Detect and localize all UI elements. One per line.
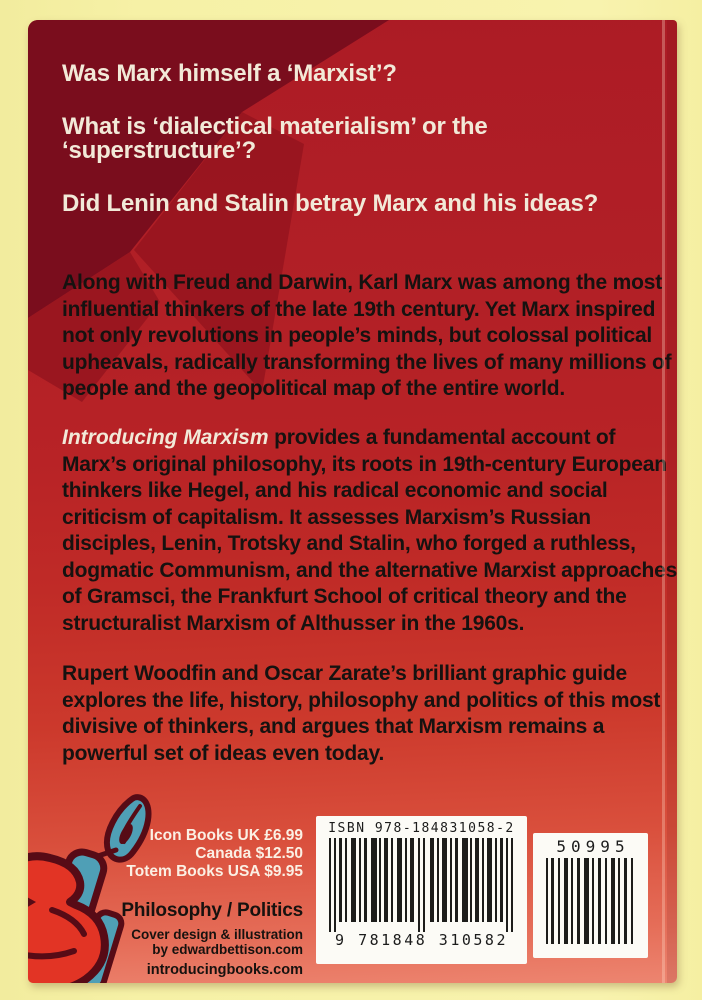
blurb-line: influential thinkers of the late 19th century. Yet Marx inspired bbox=[62, 297, 656, 321]
blurb-line: Along with Freud and Darwin, Karl Marx was among the most bbox=[62, 271, 663, 294]
blurb-line: disciples, Lenin, Trotsky and Stalin, who forged a ruthless, bbox=[62, 532, 636, 555]
price-code-label: 50995 bbox=[556, 837, 630, 856]
book-title-inline: Introducing Marxism bbox=[62, 426, 269, 449]
question-3 bbox=[62, 192, 598, 216]
price-code-box bbox=[533, 833, 648, 958]
book-cover bbox=[28, 20, 677, 983]
question-2-line-2: ‘superstructure’? bbox=[62, 137, 256, 164]
blurb-line: criticism of capitalism. It assesses Marxism’s Russian bbox=[62, 505, 591, 529]
category-label: Philosophy / Politics bbox=[121, 900, 303, 921]
blurb-line: thinkers like Hegel, and his radical economic and social bbox=[62, 479, 608, 502]
blurb-line: upheavals, radically transforming the lives of many millions of bbox=[62, 350, 672, 374]
blurb-line: structuralist Marxism of Althusser in the 1960s. bbox=[62, 611, 525, 635]
ean-barcode bbox=[327, 838, 517, 932]
isbn-label: ISBN 978-184831058-2 bbox=[328, 821, 515, 836]
design-credit-line-2: by edwardbettison.com bbox=[152, 942, 303, 957]
design-credit-line-1: Cover design & illustration bbox=[131, 927, 303, 942]
headline-questions bbox=[62, 62, 598, 216]
blurb-line: dogmatic Communism, and the alternative Marxist approaches bbox=[62, 558, 677, 582]
blurb-line-with-title bbox=[62, 425, 677, 452]
blurb-line: not only revolutions in people’s minds, but colossal political bbox=[62, 324, 653, 347]
blurb-paragraph-3 bbox=[62, 661, 660, 767]
blurb-paragraph-2 bbox=[62, 425, 677, 637]
price-canada: Canada $12.50 bbox=[195, 845, 303, 862]
cover-edge-highlight bbox=[662, 20, 665, 983]
website-label: introducingbooks.com bbox=[146, 962, 303, 978]
blurb-line: Rupert Woodfin and Oscar Zarate’s brilliant graphic guide bbox=[62, 662, 628, 685]
publisher-info-block bbox=[28, 827, 303, 978]
blurb-line: divisive of thinkers, and argues that Marxism remains a bbox=[62, 715, 605, 738]
price-code-barcode bbox=[544, 858, 638, 944]
price-list bbox=[28, 827, 303, 881]
blurb-line: Marx’s original philosophy, its roots in 19th-century European bbox=[62, 452, 667, 476]
isbn-barcode-box bbox=[316, 816, 527, 964]
ean-digits: 9 781848 310582 bbox=[335, 931, 508, 949]
question-3-line: Did Lenin and Stalin betray Marx and his ideas? bbox=[62, 190, 599, 217]
cover-edge-shade bbox=[667, 20, 677, 983]
blurb-line: of Gramsci, the Frankfurt School of critical theory and the bbox=[62, 585, 627, 608]
question-2-line-1: What is ‘dialectical materialism’ or the bbox=[62, 113, 488, 140]
blurb-line: explores the life, history, philosophy and politics of this most bbox=[62, 688, 661, 712]
blurb-line: powerful set of ideas even today. bbox=[62, 741, 385, 765]
blurb-line-rest: provides a fundamental account of bbox=[268, 426, 616, 449]
blurb-line: people and the geopolitical map of the entire world. bbox=[62, 377, 565, 400]
design-credit bbox=[28, 927, 303, 957]
price-uk: Icon Books UK £6.99 bbox=[149, 827, 303, 844]
blurb-paragraph-1 bbox=[62, 270, 671, 403]
question-1 bbox=[62, 62, 598, 86]
price-usa: Totem Books USA $9.95 bbox=[126, 863, 303, 880]
question-2 bbox=[62, 115, 598, 163]
question-1-line: Was Marx himself a ‘Marxist’? bbox=[62, 60, 397, 87]
